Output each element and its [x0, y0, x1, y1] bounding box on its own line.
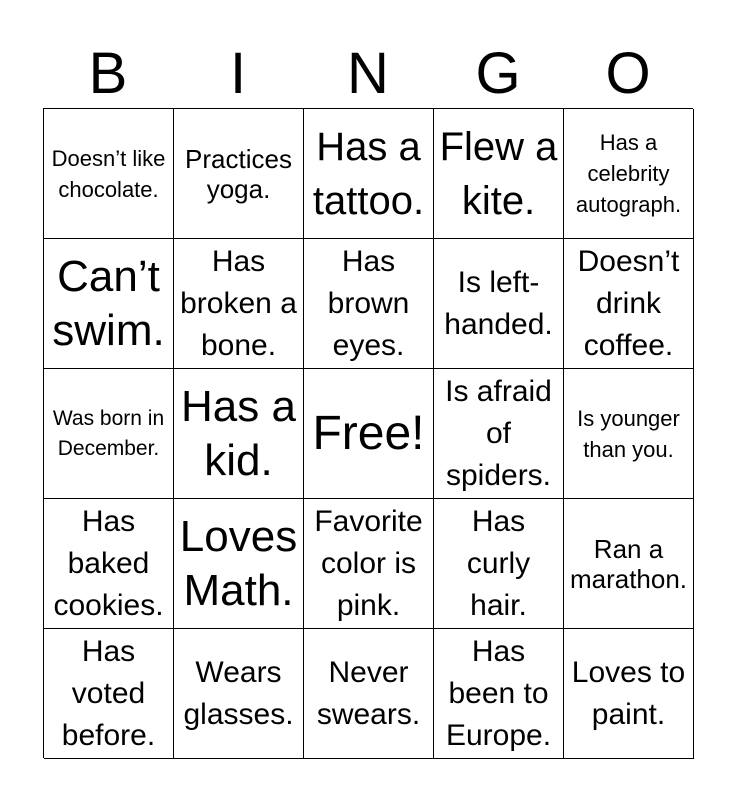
cell-text: Has a kid. — [181, 381, 296, 485]
cell-text: Doesn’t drink coffee. — [577, 244, 680, 362]
cell-text: Has a celebrity autograph. — [575, 130, 682, 217]
cell-text: Was born in December. — [52, 406, 165, 460]
cell-text: Favorite color is pink. — [314, 504, 423, 622]
cell-text: Is left-handed. — [444, 265, 553, 341]
bingo-cell — [44, 109, 174, 239]
header-letter-i: I — [229, 41, 247, 106]
bingo-cell — [304, 239, 434, 369]
cell-text: Wears glasses. — [183, 655, 294, 731]
bingo-cell — [304, 499, 434, 629]
bingo-cell — [564, 629, 694, 759]
bingo-cell — [304, 109, 434, 239]
cell-text: Has been to Europe. — [445, 634, 552, 752]
cell-text: Flew a kite. — [439, 124, 558, 223]
cell-text: Can’t swim. — [52, 251, 165, 355]
cell-text: Never swears. — [316, 655, 421, 731]
bingo-cell — [174, 629, 304, 759]
bingo-cell — [564, 109, 694, 239]
cell-text: Doesn’t like chocolate. — [51, 145, 166, 202]
bingo-cell — [44, 369, 174, 499]
bingo-grid — [43, 108, 693, 758]
bingo-cell — [304, 369, 434, 499]
bingo-cell — [174, 109, 304, 239]
bingo-cell — [434, 109, 564, 239]
bingo-cell — [564, 499, 694, 629]
bingo-cell — [174, 369, 304, 499]
bingo-cell — [44, 629, 174, 759]
cell-text: Has voted before. — [61, 634, 156, 752]
cell-text: Has curly hair. — [466, 504, 531, 622]
header-letter-g: G — [475, 41, 521, 106]
bingo-cell — [44, 499, 174, 629]
cell-text: Free! — [312, 406, 425, 460]
cell-text: Loves to paint. — [571, 655, 686, 731]
bingo-cell — [564, 369, 694, 499]
bingo-cell — [174, 239, 304, 369]
bingo-cell — [174, 499, 304, 629]
bingo-cell — [44, 239, 174, 369]
header-letter-n: N — [347, 41, 389, 106]
bingo-header — [43, 40, 693, 108]
header-letter-o: O — [605, 41, 651, 106]
bingo-cell — [564, 239, 694, 369]
header-letter-b: B — [88, 41, 128, 106]
cell-text: Is afraid of spiders. — [445, 374, 552, 492]
cell-text: Ran a marathon. — [569, 533, 688, 594]
cell-text: Has a tattoo. — [312, 124, 425, 223]
bingo-cell — [304, 629, 434, 759]
bingo-cell — [434, 499, 564, 629]
cell-text: Has brown eyes. — [327, 244, 410, 362]
bingo-cell — [434, 369, 564, 499]
cell-text: Is younger than you. — [577, 405, 680, 462]
cell-text: Loves Math. — [179, 511, 298, 615]
bingo-cell — [434, 239, 564, 369]
cell-text: Practices yoga. — [185, 143, 292, 204]
cell-text: Has broken a bone. — [180, 244, 297, 362]
cell-text: Has baked cookies. — [53, 504, 164, 622]
bingo-cell — [434, 629, 564, 759]
